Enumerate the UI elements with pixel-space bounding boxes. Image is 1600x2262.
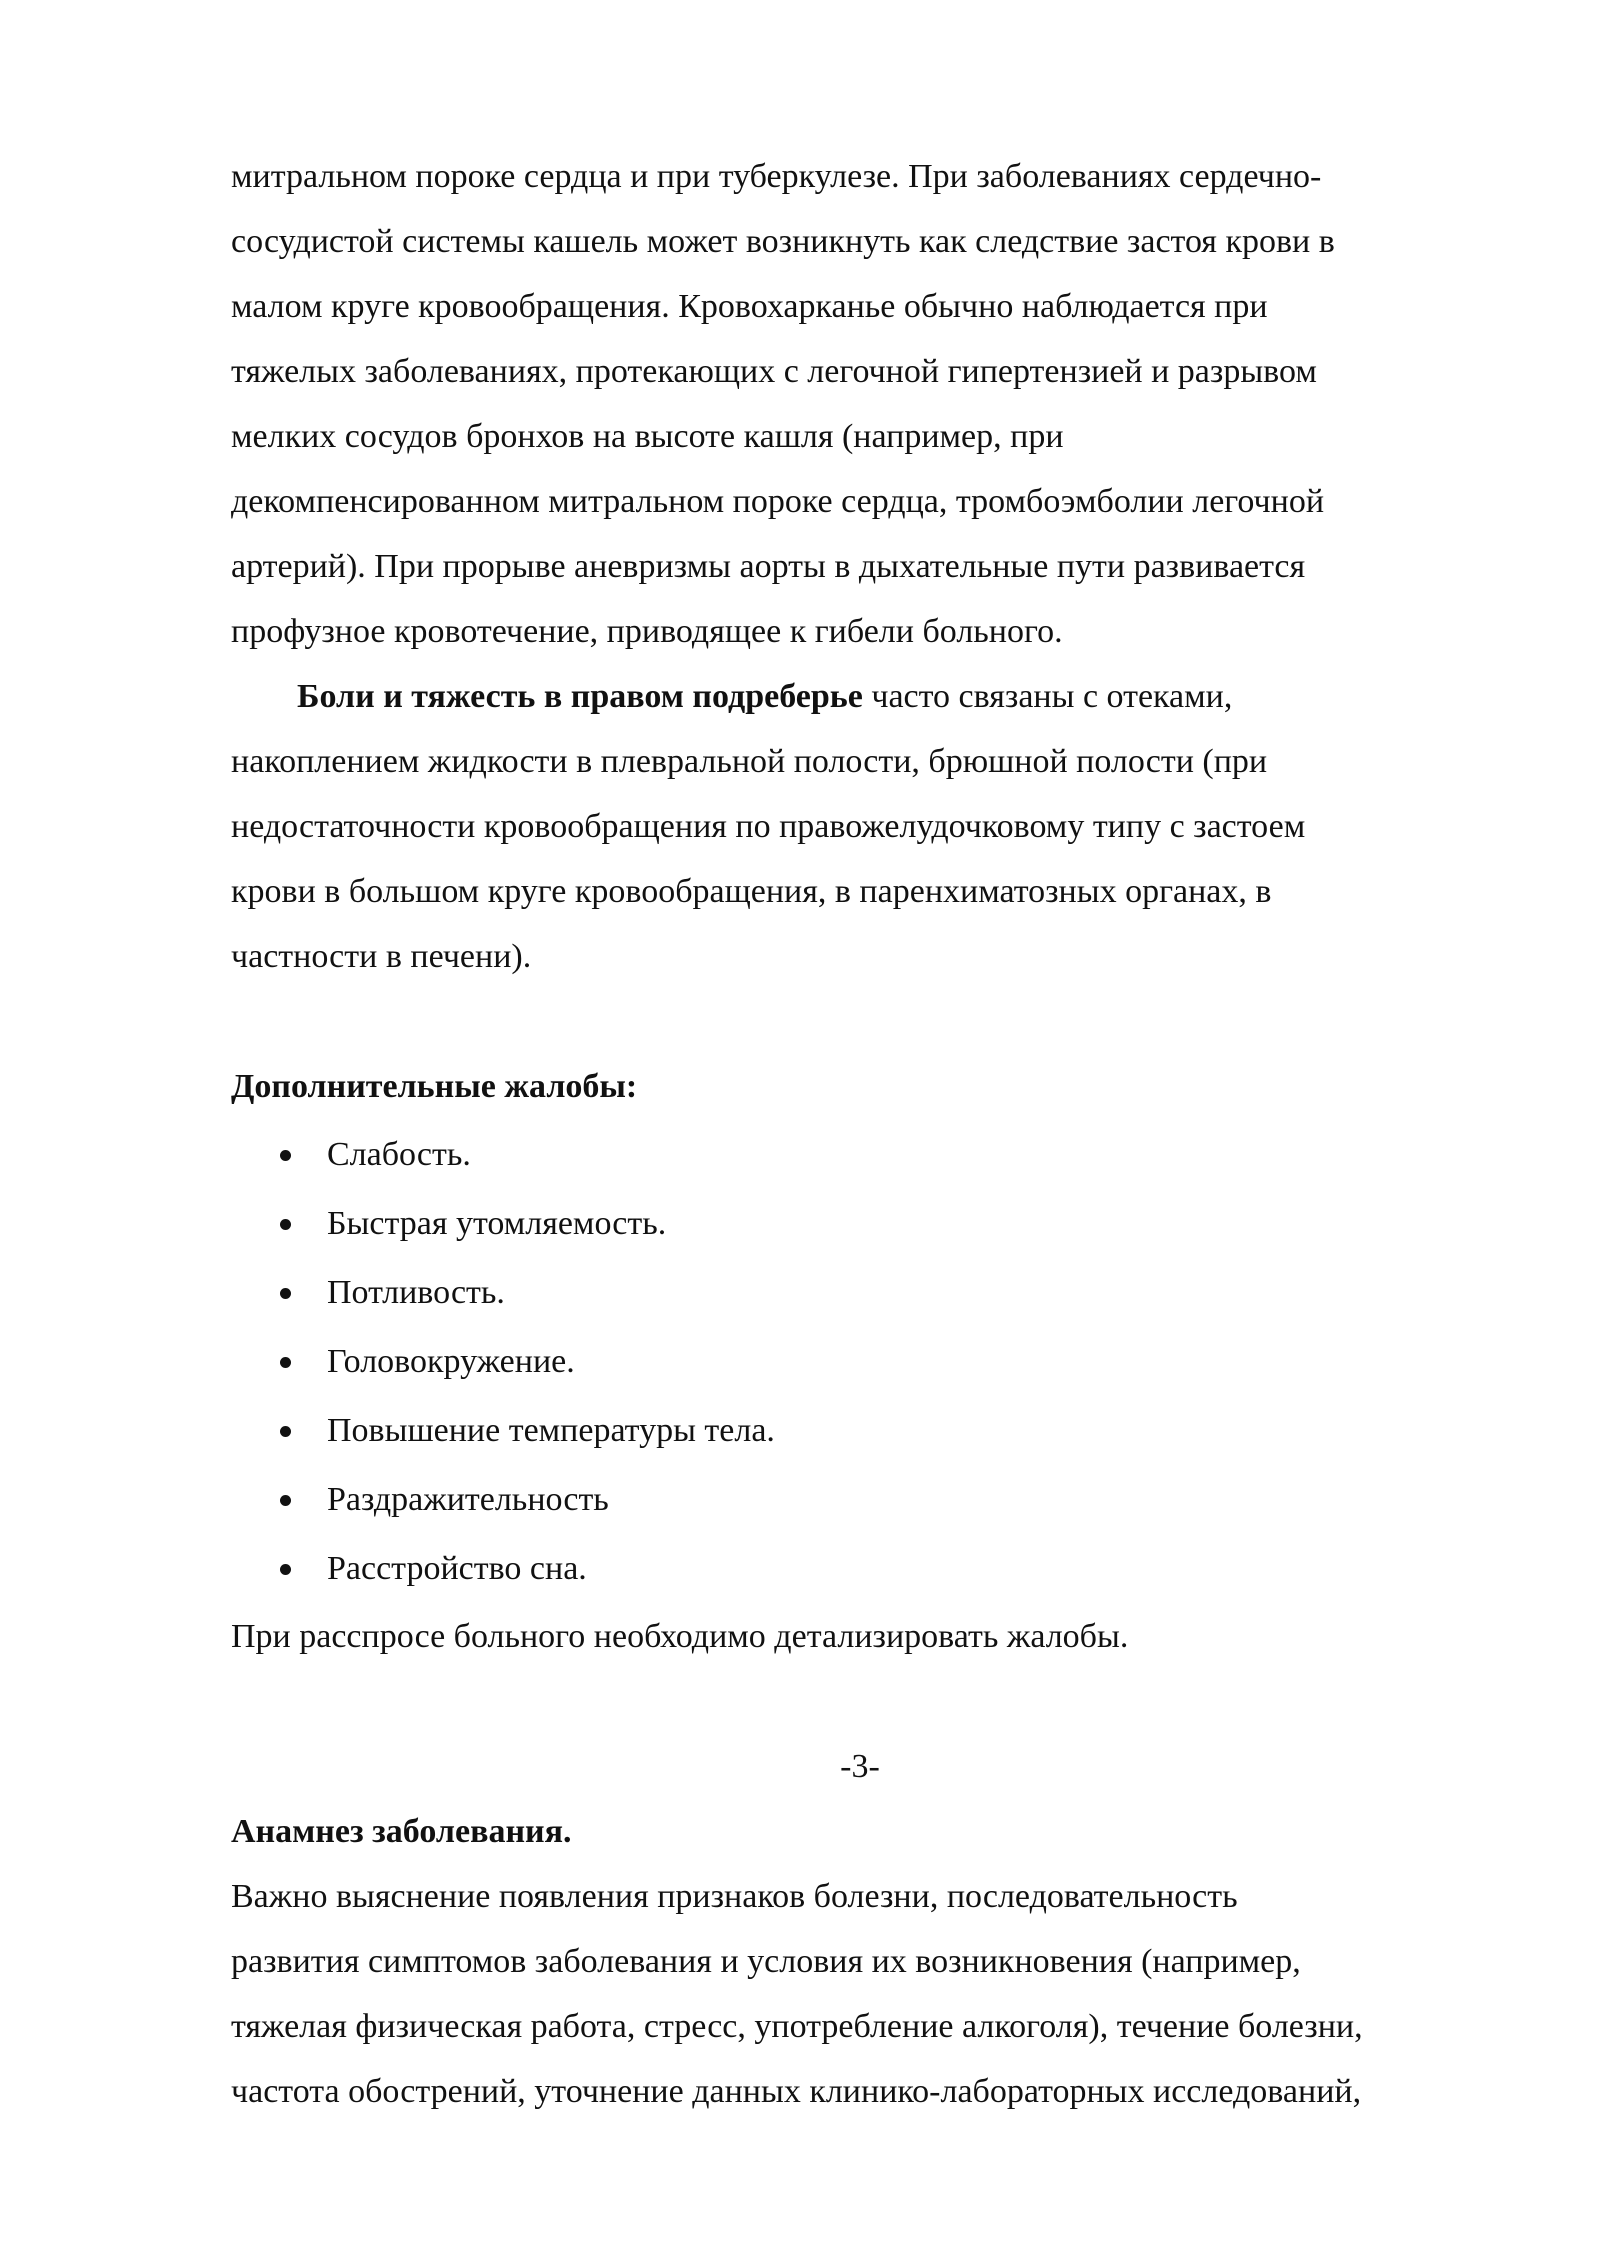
- bullet-dot-icon: [280, 1426, 291, 1437]
- paragraph-2-bold-lead: Боли и тяжесть в правом подреберье: [297, 678, 863, 715]
- paragraph-2-line: частности в печени).: [231, 938, 532, 975]
- paragraph-2-line: недостаточности кровообращения по правожелудочковому типу с застоем: [231, 808, 1306, 845]
- list-item-text: Слабость.: [327, 1136, 471, 1173]
- page-number: -3-: [840, 1748, 880, 1785]
- paragraph-1-line: тяжелых заболеваниях, протекающих с легочной гипертензией и разрывом: [231, 353, 1317, 390]
- paragraph-2-first-line-rest: часто связаны с отеками,: [862, 678, 1233, 715]
- paragraph-1-line: профузное кровотечение, приводящее к гибели больного.: [231, 613, 1063, 650]
- list-item-text: Раздражительность: [327, 1481, 609, 1518]
- list-item-text: Повышение температуры тела.: [327, 1412, 775, 1449]
- anamnesis-line: развития симптомов заболевания и условия их возникновения (например,: [231, 1943, 1301, 1980]
- bullet-dot-icon: [280, 1150, 291, 1161]
- paragraph-1-line: митральном пороке сердца и при туберкулезе. При заболеваниях сердечно-: [231, 158, 1322, 195]
- anamnesis-heading: Анамнез заболевания.: [231, 1813, 572, 1850]
- anamnesis-line: тяжелая физическая работа, стресс, употребление алкоголя), течение болезни,: [231, 2008, 1363, 2045]
- paragraph-2-line: крови в большом круге кровообращения, в паренхиматозных органах, в: [231, 873, 1272, 910]
- paragraph-1-line: сосудистой системы кашель может возникнуть как следствие застоя крови в: [231, 223, 1335, 260]
- paragraph-2-line: накоплением жидкости в плевральной полости, брюшной полости (при: [231, 743, 1268, 780]
- list-item-text: Быстрая утомляемость.: [327, 1205, 667, 1242]
- bullet-dot-icon: [280, 1357, 291, 1368]
- bullet-dot-icon: [280, 1564, 291, 1575]
- paragraph-1-line: малом круге кровообращения. Кровохарканье обычно наблюдается при: [231, 288, 1268, 325]
- list-item-text: Расстройство сна.: [327, 1550, 587, 1587]
- list-item-text: Головокружение.: [327, 1343, 575, 1380]
- complaints-closing-sentence: При расспросе больного необходимо детализировать жалобы.: [231, 1618, 1129, 1655]
- paragraph-1-line: мелких сосудов бронхов на высоте кашля (например, при: [231, 418, 1064, 455]
- paragraph-2-first-line: [297, 677, 1232, 717]
- bullet-dot-icon: [280, 1288, 291, 1299]
- list-item-text: Потливость.: [327, 1274, 505, 1311]
- bullet-dot-icon: [280, 1495, 291, 1506]
- anamnesis-line: Важно выяснение появления признаков болезни, последовательность: [231, 1878, 1238, 1915]
- paragraph-1-line: декомпенсированном митральном пороке сердца, тромбоэмболии легочной: [231, 483, 1325, 520]
- bullet-dot-icon: [280, 1219, 291, 1230]
- additional-complaints-heading: Дополнительные жалобы:: [231, 1068, 638, 1105]
- anamnesis-line: частота обострений, уточнение данных клинико-лабораторных исследований,: [231, 2073, 1362, 2110]
- paragraph-1-line: артерий). При прорыве аневризмы аорты в дыхательные пути развивается: [231, 548, 1306, 585]
